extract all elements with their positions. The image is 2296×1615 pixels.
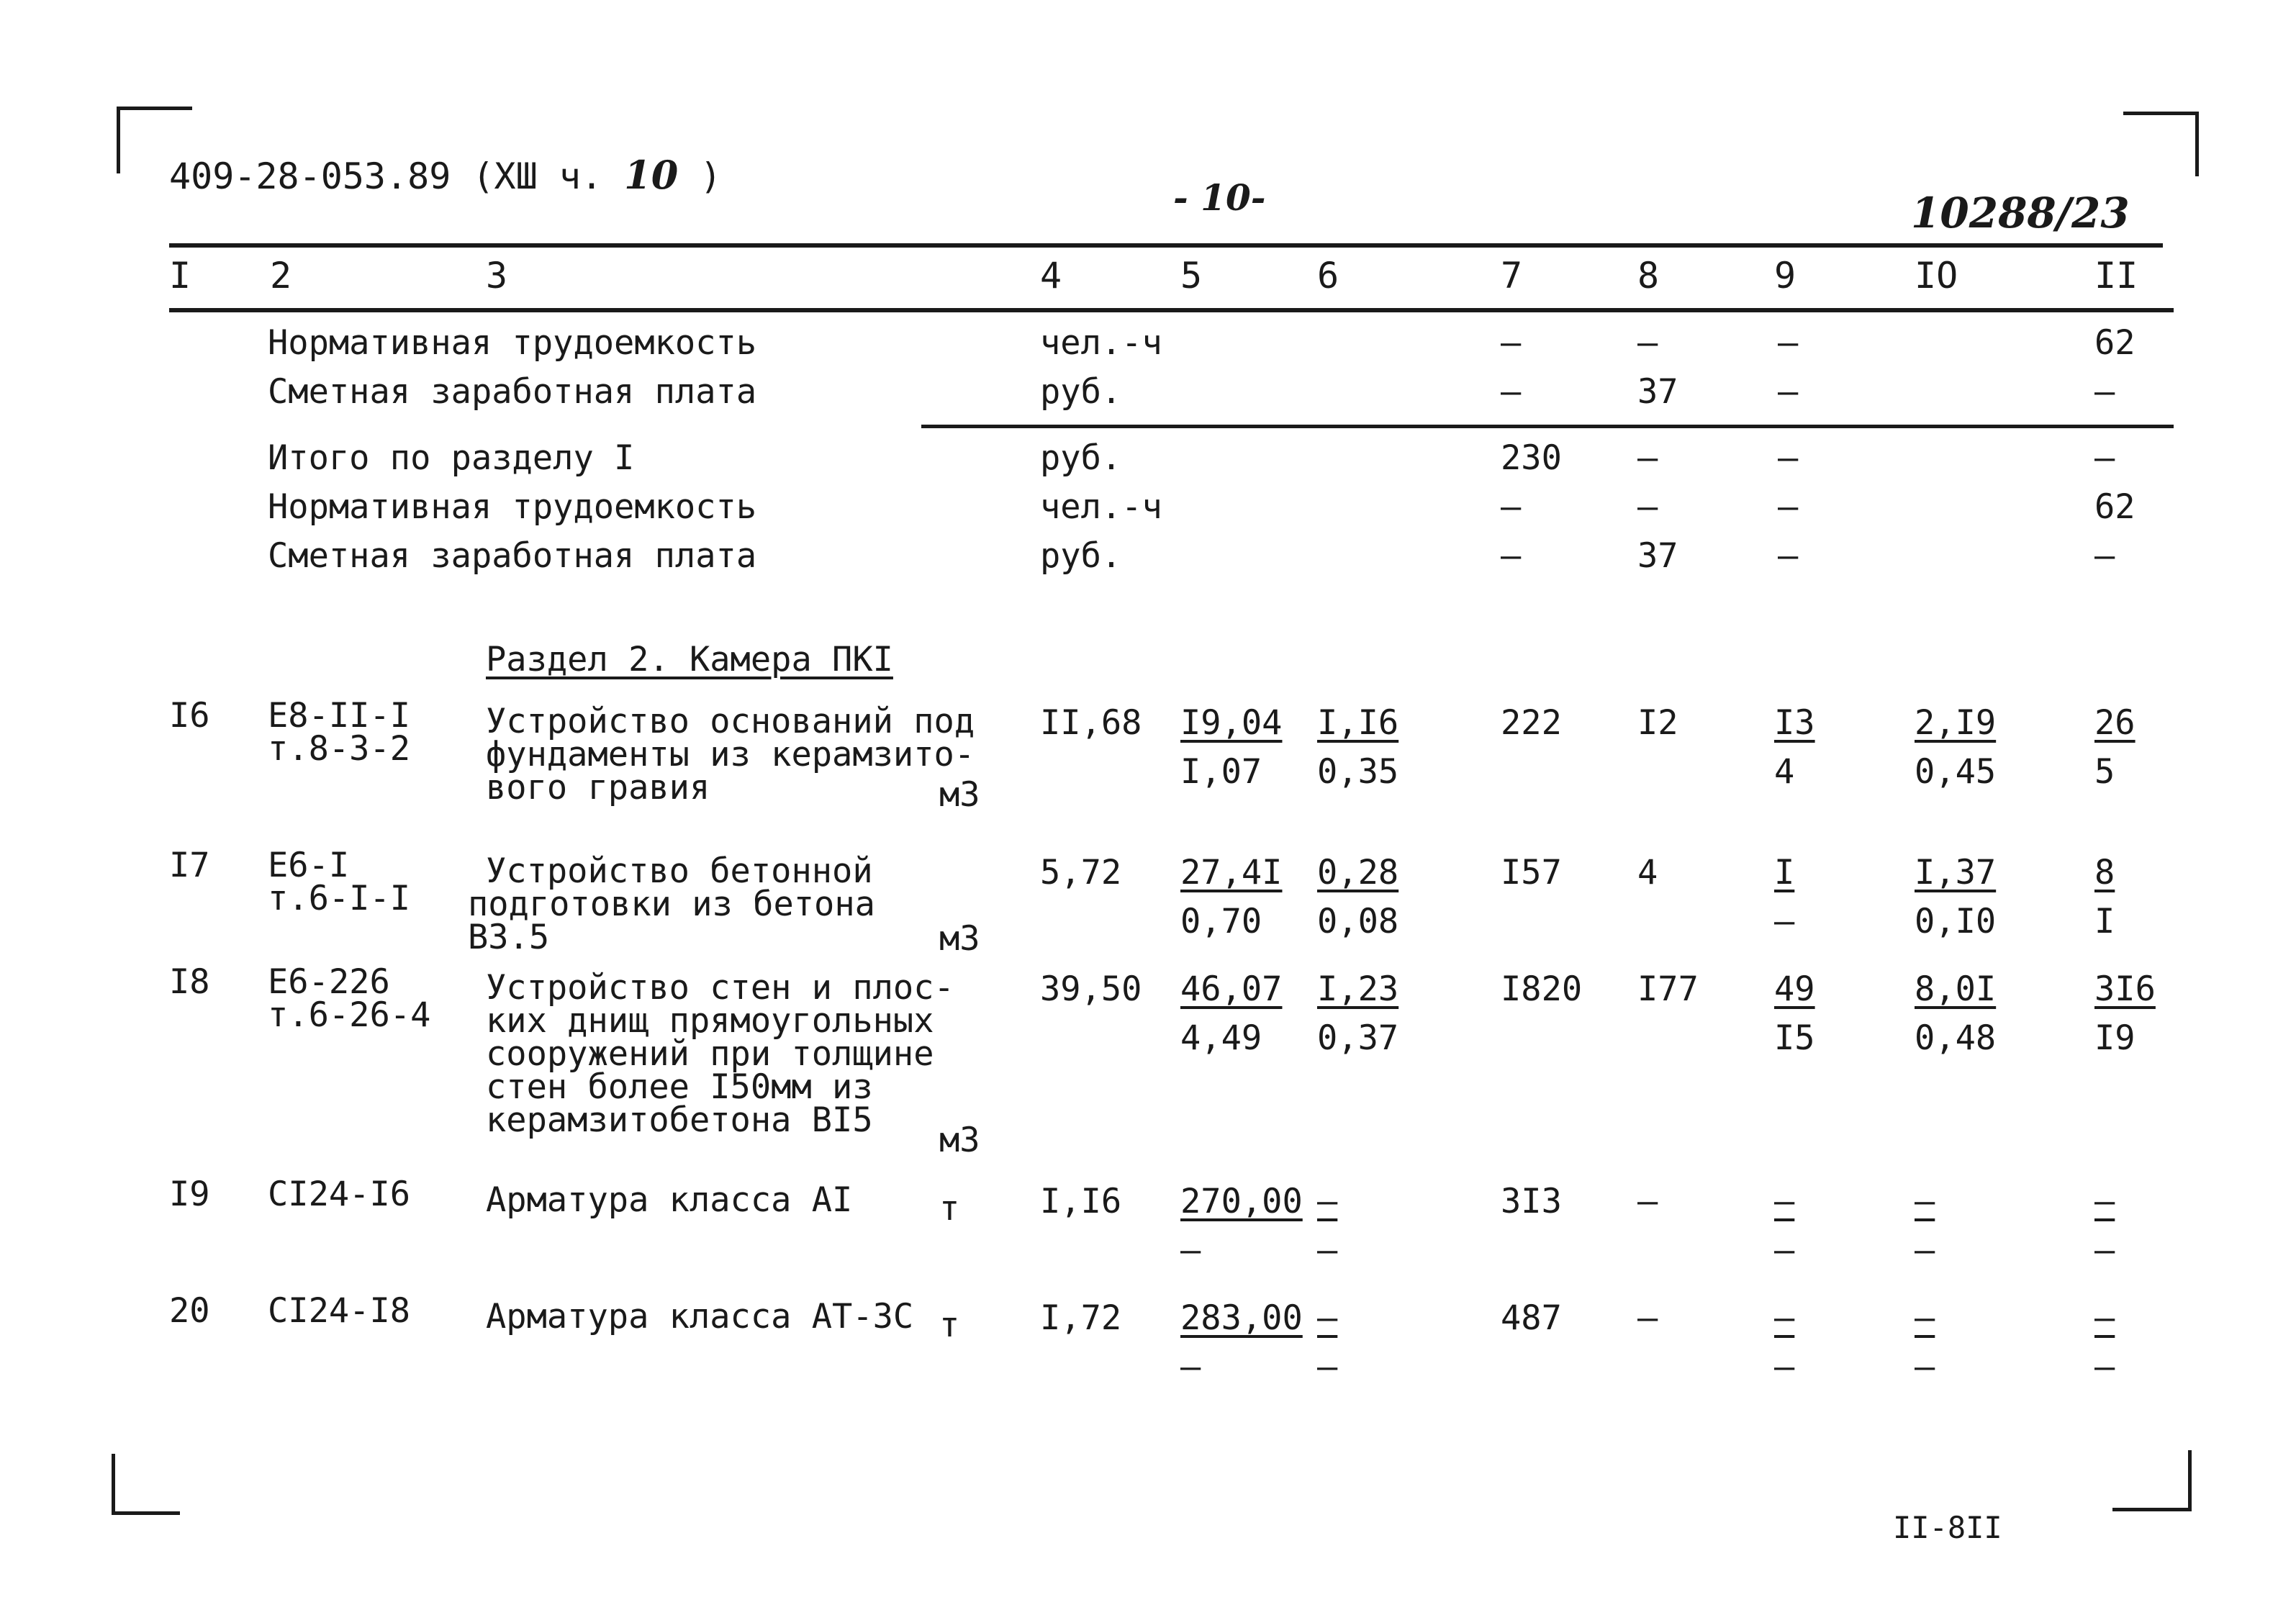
row-description: Устройство стен и плос- bbox=[486, 968, 954, 1008]
summary-col8: 37 bbox=[1637, 372, 1678, 412]
row-unit-wages-bottom: – bbox=[1317, 1347, 1338, 1387]
summary-unit: руб. bbox=[1040, 536, 1122, 576]
row-machine-cost-top: – bbox=[1774, 1182, 1795, 1221]
row-norm-code: т.8-3-2 bbox=[268, 729, 411, 769]
row-unit: т bbox=[939, 1306, 960, 1345]
column-number-6: 6 bbox=[1317, 255, 1339, 297]
row-labor-total-top: – bbox=[2094, 1298, 2115, 1338]
row-description: Устройство оснований под bbox=[486, 702, 975, 741]
row-machine-cost-bottom: – bbox=[1774, 1347, 1795, 1387]
column-number-11: II bbox=[2094, 255, 2138, 297]
row-total-cost: I820 bbox=[1501, 969, 1583, 1009]
corner-mark-bottom-right bbox=[2112, 1450, 2192, 1511]
row-quantity: 39,50 bbox=[1040, 969, 1142, 1009]
row-quantity: I,72 bbox=[1040, 1298, 1122, 1338]
row-machine-cost-bottom: 4 bbox=[1774, 752, 1795, 792]
row-number: I8 bbox=[169, 962, 210, 1002]
row-machine-cost-top: I bbox=[1774, 853, 1795, 892]
row-machine-cost-bottom: – bbox=[1774, 902, 1795, 941]
row-labor-unit-bottom: 0,48 bbox=[1915, 1018, 1997, 1058]
row-unit-price-bottom: I,07 bbox=[1180, 752, 1262, 792]
corner-mark-top-right bbox=[2123, 112, 2199, 176]
summary-col11: – bbox=[2094, 372, 2115, 412]
summary-label: Сметная заработная плата bbox=[268, 536, 757, 576]
row-unit: м3 bbox=[939, 1121, 980, 1160]
column-number-9: 9 bbox=[1774, 255, 1796, 297]
column-number-5: 5 bbox=[1180, 255, 1203, 297]
row-total-cost: I57 bbox=[1501, 853, 1562, 892]
row-machine-cost-bottom: I5 bbox=[1774, 1018, 1815, 1058]
row-machine-cost-bottom: – bbox=[1774, 1231, 1795, 1270]
footer-code: II-8II bbox=[1893, 1510, 2002, 1545]
subtotal-rule bbox=[921, 425, 2174, 428]
row-unit: м3 bbox=[939, 775, 980, 815]
row-labor-total-top: 8 bbox=[2094, 853, 2115, 892]
row-norm-code: т.6-I-I bbox=[268, 879, 411, 918]
doc-code-close: ) bbox=[700, 155, 722, 197]
row-unit-price-top: 27,4I bbox=[1180, 853, 1283, 892]
row-unit-price-bottom: 4,49 bbox=[1180, 1018, 1262, 1058]
row-unit-price-top: 46,07 bbox=[1180, 969, 1283, 1009]
row-quantity: II,68 bbox=[1040, 703, 1142, 743]
header-bottom-rule bbox=[169, 308, 2174, 312]
summary-col11: 62 bbox=[2094, 487, 2135, 527]
summary-col9: – bbox=[1778, 536, 1799, 576]
summary-col8: – bbox=[1637, 323, 1658, 363]
summary-unit: чел.-ч bbox=[1040, 323, 1162, 363]
summary-label: Итого по разделу I bbox=[268, 438, 635, 478]
row-norm-code: СI24-I6 bbox=[268, 1175, 411, 1214]
row-labor-unit-top: – bbox=[1915, 1182, 1935, 1221]
row-total-wages: I77 bbox=[1637, 969, 1699, 1009]
row-unit-wages-bottom: – bbox=[1317, 1231, 1338, 1270]
row-unit-wages-top: 0,28 bbox=[1317, 853, 1399, 892]
row-norm-code: Е6-I bbox=[268, 846, 350, 885]
row-labor-unit-top: – bbox=[1915, 1298, 1935, 1338]
row-labor-total-top: 26 bbox=[2094, 703, 2135, 743]
row-description: Устройство бетонной bbox=[486, 851, 873, 891]
row-machine-cost-top: 49 bbox=[1774, 969, 1815, 1009]
summary-col7: – bbox=[1501, 372, 1522, 412]
row-labor-total-bottom: – bbox=[2094, 1347, 2115, 1387]
summary-col11: – bbox=[2094, 438, 2115, 478]
row-number: I7 bbox=[169, 846, 210, 885]
row-unit-wages-bottom: 0,37 bbox=[1317, 1018, 1399, 1058]
row-labor-unit-bottom: – bbox=[1915, 1231, 1935, 1270]
row-description: Арматура класса АТ-3С bbox=[486, 1297, 914, 1336]
row-total-wages: 4 bbox=[1637, 853, 1658, 892]
row-unit-price-top: 283,00 bbox=[1180, 1298, 1303, 1338]
row-labor-total-top: – bbox=[2094, 1182, 2115, 1221]
row-labor-unit-bottom: – bbox=[1915, 1347, 1935, 1387]
row-unit: т bbox=[939, 1189, 960, 1229]
row-labor-unit-top: 8,0I bbox=[1915, 969, 1997, 1009]
section-title: Раздел 2. Камера ПКI bbox=[486, 640, 893, 679]
row-machine-cost-top: I3 bbox=[1774, 703, 1815, 743]
column-number-10: IO bbox=[1915, 255, 1958, 297]
row-labor-unit-bottom: 0,I0 bbox=[1915, 902, 1997, 941]
summary-unit: руб. bbox=[1040, 438, 1122, 478]
row-description: фундаменты из керамзито- bbox=[486, 735, 975, 774]
row-unit-price-top: I9,04 bbox=[1180, 703, 1283, 743]
row-description: вого гравия bbox=[486, 768, 710, 808]
row-unit-wages-top: I,I6 bbox=[1317, 703, 1399, 743]
row-total-wages: I2 bbox=[1637, 703, 1678, 743]
summary-col11: – bbox=[2094, 536, 2115, 576]
row-total-cost: 222 bbox=[1501, 703, 1562, 743]
row-unit: м3 bbox=[939, 919, 980, 959]
row-quantity: 5,72 bbox=[1040, 853, 1122, 892]
column-number-3: 3 bbox=[486, 255, 508, 297]
row-unit-price-bottom: – bbox=[1180, 1231, 1201, 1270]
row-number: 20 bbox=[169, 1291, 210, 1331]
summary-label: Нормативная трудоемкость bbox=[268, 323, 757, 363]
row-number: I9 bbox=[169, 1175, 210, 1214]
row-labor-unit-top: I,37 bbox=[1915, 853, 1997, 892]
row-labor-total-top: 3I6 bbox=[2094, 969, 2156, 1009]
summary-col7: 230 bbox=[1501, 438, 1562, 478]
doc-code-text: 409-28-053.89 (ХШ ч. bbox=[169, 155, 603, 197]
column-number-7: 7 bbox=[1501, 255, 1523, 297]
row-total-cost: 3I3 bbox=[1501, 1182, 1562, 1221]
summary-unit: руб. bbox=[1040, 372, 1122, 412]
registration-number: 10288/23 bbox=[1911, 189, 2130, 238]
row-labor-total-bottom: 5 bbox=[2094, 752, 2115, 792]
doc-part-handwritten: 10 bbox=[624, 152, 679, 198]
summary-col8: – bbox=[1637, 438, 1658, 478]
corner-mark-bottom-left bbox=[112, 1454, 180, 1515]
row-unit-price-top: 270,00 bbox=[1180, 1182, 1303, 1221]
row-norm-code: т.6-26-4 bbox=[268, 995, 431, 1035]
row-description: сооружений при толщине bbox=[486, 1034, 934, 1074]
row-unit-price-bottom: – bbox=[1180, 1347, 1201, 1387]
summary-col8: – bbox=[1637, 487, 1658, 527]
page-number: - 10- bbox=[1173, 176, 1266, 219]
summary-unit: чел.-ч bbox=[1040, 487, 1162, 527]
row-description: подготовки из бетона bbox=[468, 885, 875, 924]
row-labor-unit-bottom: 0,45 bbox=[1915, 752, 1997, 792]
row-quantity: I,I6 bbox=[1040, 1182, 1122, 1221]
row-unit-price-bottom: 0,70 bbox=[1180, 902, 1262, 941]
column-number-1: I bbox=[169, 255, 191, 297]
row-labor-total-bottom: I9 bbox=[2094, 1018, 2135, 1058]
row-norm-code: Е8-II-I bbox=[268, 696, 411, 736]
column-number-4: 4 bbox=[1040, 255, 1062, 297]
row-labor-total-bottom: – bbox=[2094, 1231, 2115, 1270]
row-unit-wages-top: I,23 bbox=[1317, 969, 1399, 1009]
summary-col9: – bbox=[1778, 323, 1799, 363]
row-unit-wages-top: – bbox=[1317, 1182, 1338, 1221]
column-number-8: 8 bbox=[1637, 255, 1660, 297]
doc-code bbox=[169, 152, 722, 198]
row-number: I6 bbox=[169, 696, 210, 736]
row-description: стен более I50мм из bbox=[486, 1067, 873, 1107]
row-description: В3.5 bbox=[468, 918, 550, 957]
summary-label: Сметная заработная плата bbox=[268, 372, 757, 412]
row-norm-code: СI24-I8 bbox=[268, 1291, 411, 1331]
row-machine-cost-top: – bbox=[1774, 1298, 1795, 1338]
row-norm-code: Е6-226 bbox=[268, 962, 390, 1002]
row-description: ких днищ прямоугольных bbox=[486, 1001, 934, 1041]
summary-col7: – bbox=[1501, 487, 1522, 527]
row-total-wages: – bbox=[1637, 1298, 1658, 1338]
row-description: Арматура класса АI bbox=[486, 1180, 853, 1220]
row-total-wages: – bbox=[1637, 1182, 1658, 1221]
row-total-cost: 487 bbox=[1501, 1298, 1562, 1338]
summary-col7: – bbox=[1501, 323, 1522, 363]
column-number-2: 2 bbox=[270, 255, 292, 297]
summary-col9: – bbox=[1778, 372, 1799, 412]
summary-col8: 37 bbox=[1637, 536, 1678, 576]
header-top-rule bbox=[169, 243, 2163, 248]
row-unit-wages-top: – bbox=[1317, 1298, 1338, 1338]
row-unit-wages-bottom: 0,35 bbox=[1317, 752, 1399, 792]
row-description: керамзитобетона ВI5 bbox=[486, 1100, 873, 1140]
row-labor-unit-top: 2,I9 bbox=[1915, 703, 1997, 743]
summary-col11: 62 bbox=[2094, 323, 2135, 363]
summary-col9: – bbox=[1778, 487, 1799, 527]
summary-col9: – bbox=[1778, 438, 1799, 478]
row-unit-wages-bottom: 0,08 bbox=[1317, 902, 1399, 941]
summary-label: Нормативная трудоемкость bbox=[268, 487, 757, 527]
row-labor-total-bottom: I bbox=[2094, 902, 2115, 941]
summary-col7: – bbox=[1501, 536, 1522, 576]
